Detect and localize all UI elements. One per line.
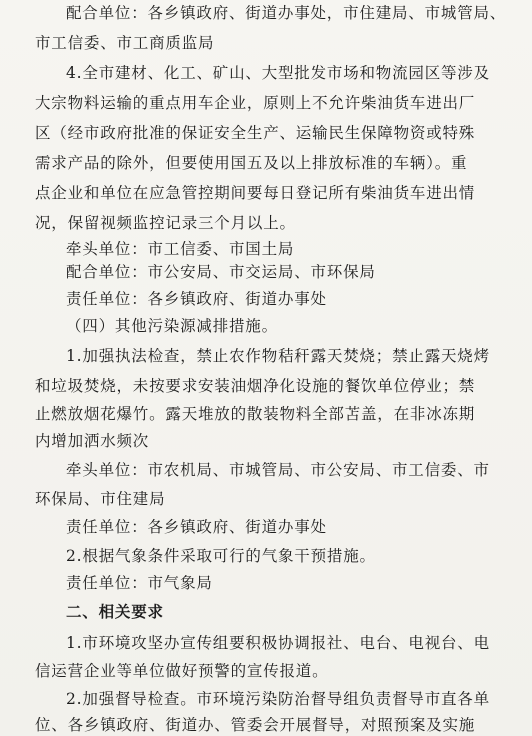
text-line: 环保局、市住建局 [35, 490, 166, 508]
text-line: 大宗物料运输的重点用车企业，原则上不允许柴油货车进出厂 [35, 94, 476, 112]
text-line: 止燃放烟花爆竹。露天堆放的散装物料全部苫盖，在非冰冻期 [35, 405, 476, 423]
text-line: 牵头单位：市农机局、市城管局、市公安局、市工信委、市 [66, 461, 490, 479]
text-line: 牵头单位：市工信委、市国土局 [66, 240, 295, 258]
text-line: 1.市环境攻坚办宣传组要积极协调报社、电台、电视台、电 [66, 634, 490, 652]
text-line: 责任单位：各乡镇政府、街道办事处 [66, 290, 327, 308]
text-line: 配合单位：各乡镇政府、街道办事处，市住建局、市城管局、 [66, 4, 507, 22]
text-line: 区（经市政府批准的保证安全生产、运输民生保障物资或特殊 [35, 124, 476, 142]
text-line: 位、各乡镇政府、街道办、管委会开展督导，对照预案及实施 [35, 716, 476, 734]
text-line: 况，保留视频监控记录三个月以上。 [35, 214, 296, 232]
text-line: 市工信委、市工商质监局 [35, 34, 215, 52]
text-line: 配合单位：市公安局、市交运局、市环保局 [66, 263, 376, 281]
text-line: 和垃圾焚烧，未按要求安装油烟净化设施的餐饮单位停业；禁 [35, 377, 476, 395]
text-line: 点企业和单位在应急管控期间要每日登记所有柴油货车进出情 [35, 184, 476, 202]
text-line: 内增加洒水频次 [35, 432, 150, 450]
text-line: 责任单位：市气象局 [66, 574, 213, 592]
section-heading: 二、相关要求 [66, 603, 164, 621]
text-line: 1.加强执法检查，禁止农作物秸秆露天焚烧；禁止露天烧烤 [66, 347, 490, 365]
text-line: 需求产品的除外，但要使用国五及以上排放标准的车辆）。重 [35, 154, 468, 172]
section-heading: （四）其他污染源减排措施。 [66, 317, 278, 335]
text-line: 信运营企业等单位做好预警的宣传报道。 [35, 662, 329, 680]
text-line: 2.根据气象条件采取可行的气象干预措施。 [66, 547, 376, 565]
text-line: 4.全市建材、化工、矿山、大型批发市场和物流园区等涉及 [66, 64, 490, 82]
text-line: 责任单位：各乡镇政府、街道办事处 [66, 518, 327, 536]
text-line: 2.加强督导检查。市环境污染防治督导组负责督导市直各单 [66, 690, 490, 708]
